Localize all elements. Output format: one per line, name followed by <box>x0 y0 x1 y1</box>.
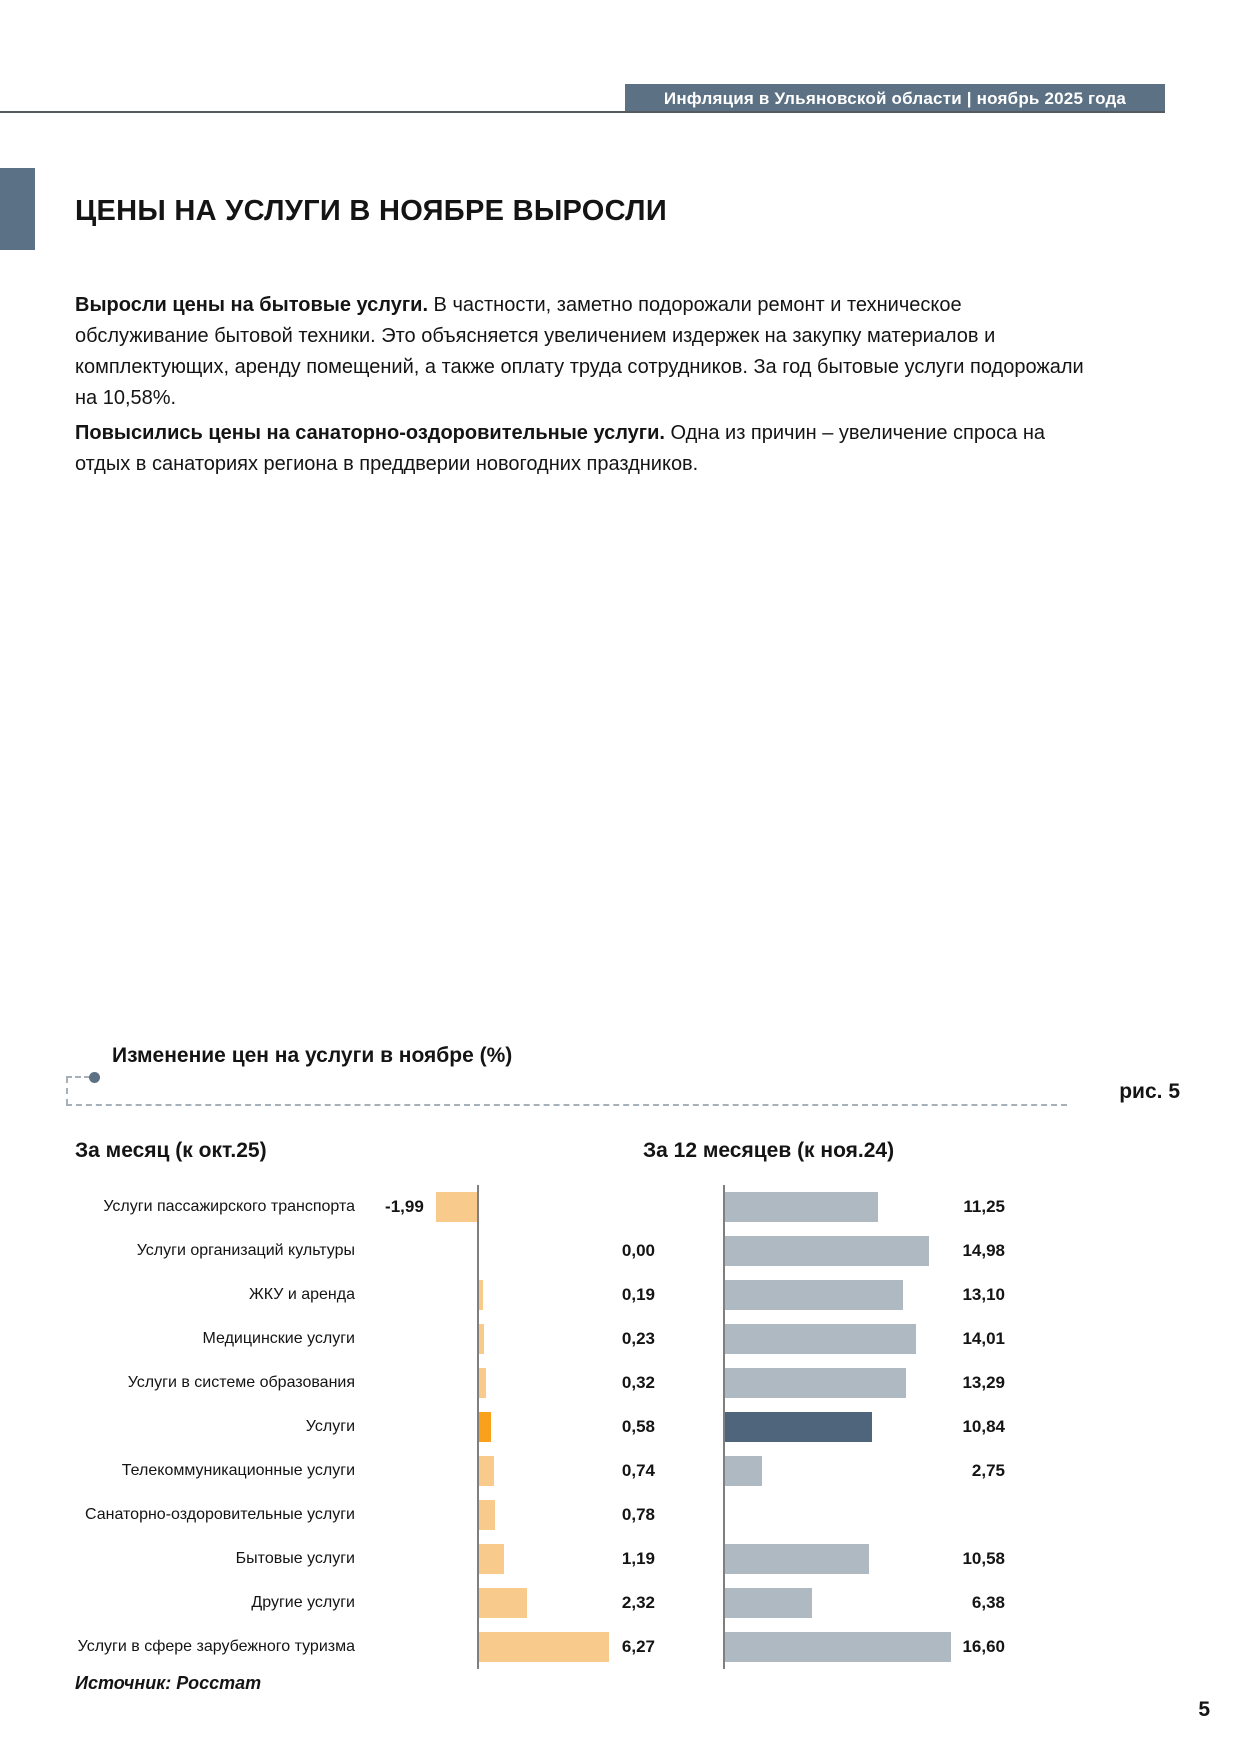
year-value: 14,98 <box>962 1241 1005 1260</box>
month-bar <box>436 1192 477 1222</box>
year-bar <box>725 1632 951 1662</box>
year-value: 2,75 <box>971 1461 1005 1480</box>
figure-dashed-connector-vertical <box>66 1077 68 1105</box>
year-bar <box>725 1544 869 1574</box>
chart-row-label: Услуги пассажирского транспорта <box>103 1198 355 1215</box>
month-value: 6,27 <box>621 1637 655 1656</box>
source-note: Источник: Росстат <box>75 1673 262 1693</box>
paragraph-lead: Выросли цены на бытовые услуги. <box>75 294 428 316</box>
figure-caption: рис. 5 <box>1119 1080 1180 1103</box>
year-bar <box>725 1368 906 1398</box>
body-paragraph-1 <box>75 290 1095 414</box>
year-bar <box>725 1324 916 1354</box>
month-value: 0,19 <box>621 1285 655 1304</box>
year-value: 16,60 <box>962 1637 1005 1656</box>
year-value: 13,10 <box>962 1285 1005 1304</box>
month-value: 0,74 <box>621 1461 655 1480</box>
chart-row-label: Услуги организаций культуры <box>136 1242 355 1259</box>
month-bar <box>479 1500 495 1530</box>
paragraph-lead: Повысились цены на санаторно-оздоровительные услуги. <box>75 422 665 444</box>
chart-row-label: Услуги <box>305 1418 355 1435</box>
chart-left-column-header: За месяц (к окт.25) <box>75 1139 267 1162</box>
chart-row-label: Бытовые услуги <box>235 1550 355 1567</box>
year-bar <box>725 1456 762 1486</box>
chart-row-label: Телекоммуникационные услуги <box>121 1462 355 1479</box>
month-value: 0,00 <box>621 1241 655 1260</box>
month-bar <box>479 1368 486 1398</box>
month-bar <box>479 1456 494 1486</box>
month-value: 0,58 <box>621 1417 655 1436</box>
month-bar <box>479 1324 484 1354</box>
month-bar <box>479 1588 527 1618</box>
year-bar <box>725 1588 812 1618</box>
chart-row-label: Медицинские услуги <box>202 1330 355 1347</box>
header-banner-text: Инфляция в Ульяновской области | ноябрь 2025 года <box>663 88 1127 108</box>
year-value: 11,25 <box>963 1197 1005 1216</box>
month-value: -1,99 <box>385 1197 424 1216</box>
year-bar <box>725 1280 903 1310</box>
header-rule <box>0 111 1165 113</box>
month-bar <box>479 1412 491 1442</box>
figure-title: Изменение цен на услуги в ноябре (%) <box>112 1044 513 1067</box>
year-bar <box>725 1192 878 1222</box>
month-value: 1,19 <box>621 1549 655 1568</box>
year-bar <box>725 1236 929 1266</box>
figure-dashed-rule <box>66 1104 1067 1106</box>
month-value: 0,32 <box>621 1373 655 1392</box>
year-value: 10,58 <box>962 1549 1005 1568</box>
year-bar <box>725 1412 872 1442</box>
paragraph-text: Одна из причин – увеличение спроса на отдых в санаториях региона в преддверии новогодних праздников. <box>75 422 1045 475</box>
chart-right-column-header: За 12 месяцев (к ноя.24) <box>643 1139 895 1162</box>
month-value: 2,32 <box>621 1593 655 1612</box>
chart-row-label: Санаторно-оздоровительные услуги <box>85 1506 355 1523</box>
header-banner <box>625 84 1165 113</box>
month-bar <box>479 1544 504 1574</box>
chart-row-label: ЖКУ и аренда <box>248 1286 355 1303</box>
page-title: ЦЕНЫ НА УСЛУГИ В НОЯБРЕ ВЫРОСЛИ <box>75 195 667 228</box>
chart-row-label: Другие услуги <box>251 1594 355 1611</box>
title-accent-bar <box>0 168 35 250</box>
body-paragraph-2 <box>75 418 1095 480</box>
services-price-change-chart <box>0 1185 1240 1669</box>
paragraph-text: В частности, заметно подорожали ремонт и техническое обслуживание бытовой техники. Это объясняется увеличением издержек на закупку материалов и комплектующих, аренду помещений, а также оплату труда сотрудников. За год бытовые услуги подорожали на 10,58%. <box>75 294 1084 409</box>
year-value: 13,29 <box>962 1373 1005 1392</box>
chart-row-label: Услуги в системе образования <box>127 1374 355 1391</box>
figure-dashed-connector <box>66 1076 90 1078</box>
month-value: 0,23 <box>621 1329 655 1348</box>
page-number: 5 <box>1198 1698 1210 1721</box>
month-bar <box>479 1280 483 1310</box>
year-value: 10,84 <box>962 1417 1005 1436</box>
year-value: 14,01 <box>962 1329 1005 1348</box>
year-value: 6,38 <box>971 1593 1005 1612</box>
figure-marker-dot-icon <box>89 1072 100 1083</box>
month-value: 0,78 <box>621 1505 655 1524</box>
chart-row-label: Услуги в сфере зарубежного туризма <box>77 1638 355 1655</box>
